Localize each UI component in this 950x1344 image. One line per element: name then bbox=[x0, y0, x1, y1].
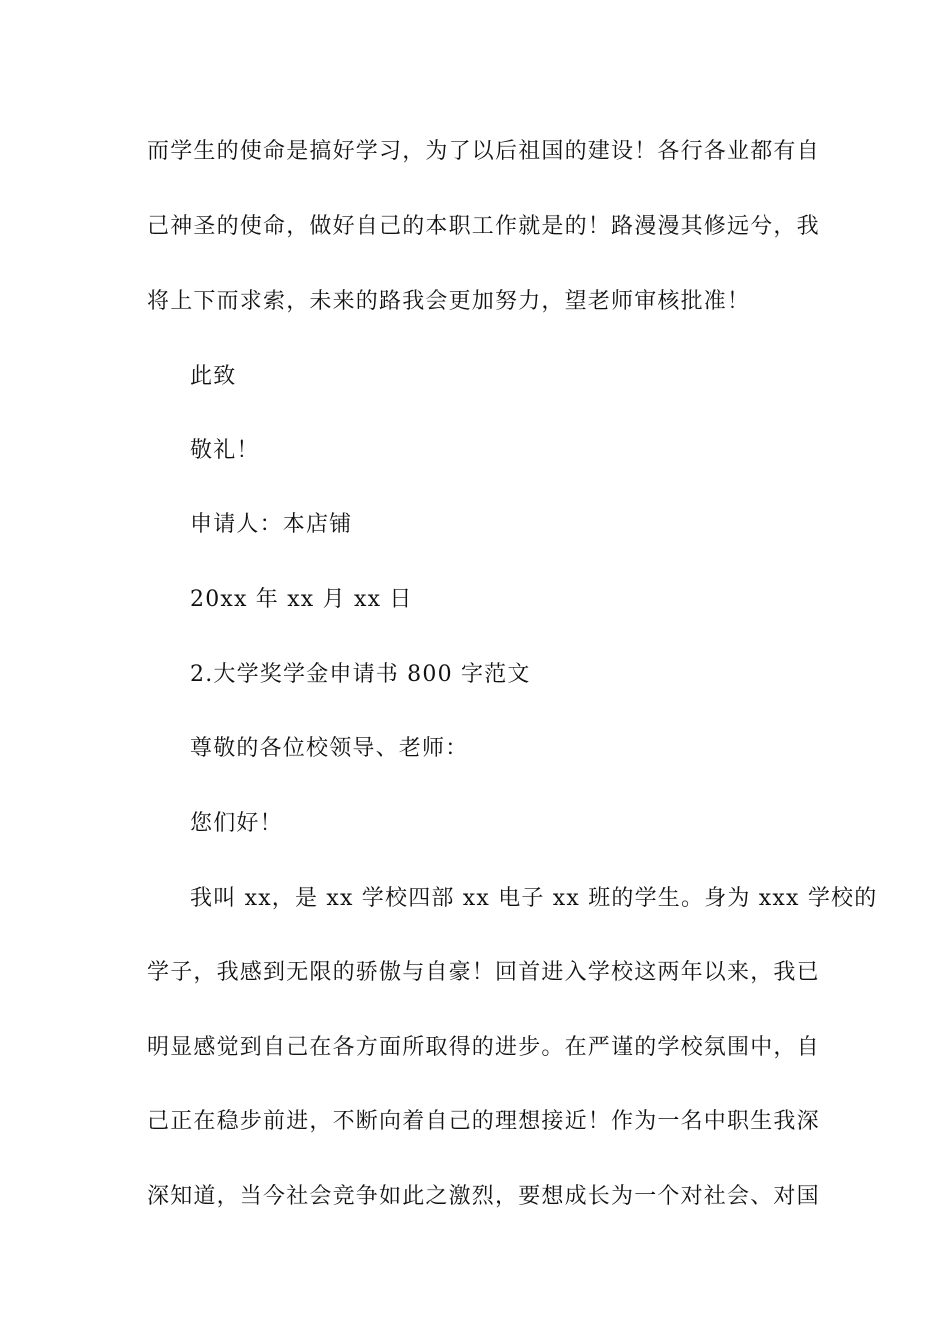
applicant-line: 申请人：本店铺 bbox=[190, 512, 353, 537]
body-text-line: 深知道，当今社会竞争如此之激烈，要想成长为一个对社会、对国 bbox=[147, 1184, 820, 1209]
body-text-line: 而学生的使命是搞好学习，为了以后祖国的建设！各行各业都有自 bbox=[147, 139, 820, 164]
body-text-line: 我叫 xx，是 xx 学校四部 xx 电子 xx 班的学生。身为 xxx 学校的 bbox=[190, 886, 878, 911]
body-text-line: 将上下而求索，未来的路我会更加努力，望老师审核批准！ bbox=[147, 289, 751, 314]
section-title: 2.大学奖学金申请书 800 字范文 bbox=[190, 662, 531, 687]
greeting-line: 您们好！ bbox=[190, 811, 283, 836]
body-text-line: 明显感觉到自己在各方面所取得的进步。在严谨的学校氛围中，自 bbox=[147, 1035, 820, 1060]
salute-text: 敬礼！ bbox=[190, 438, 260, 463]
closing-text: 此致 bbox=[190, 364, 237, 389]
body-text-line: 己神圣的使命，做好自己的本职工作就是的！路漫漫其修远兮，我 bbox=[147, 214, 820, 239]
body-text-line: 学子，我感到无限的骄傲与自豪！回首进入学校这两年以来，我已 bbox=[147, 960, 820, 985]
date-line: 20xx 年 xx 月 xx 日 bbox=[190, 587, 413, 612]
salutation-line: 尊敬的各位校领导、老师： bbox=[190, 736, 469, 761]
body-text-line: 己正在稳步前进，不断向着自己的理想接近！作为一名中职生我深 bbox=[147, 1109, 820, 1134]
